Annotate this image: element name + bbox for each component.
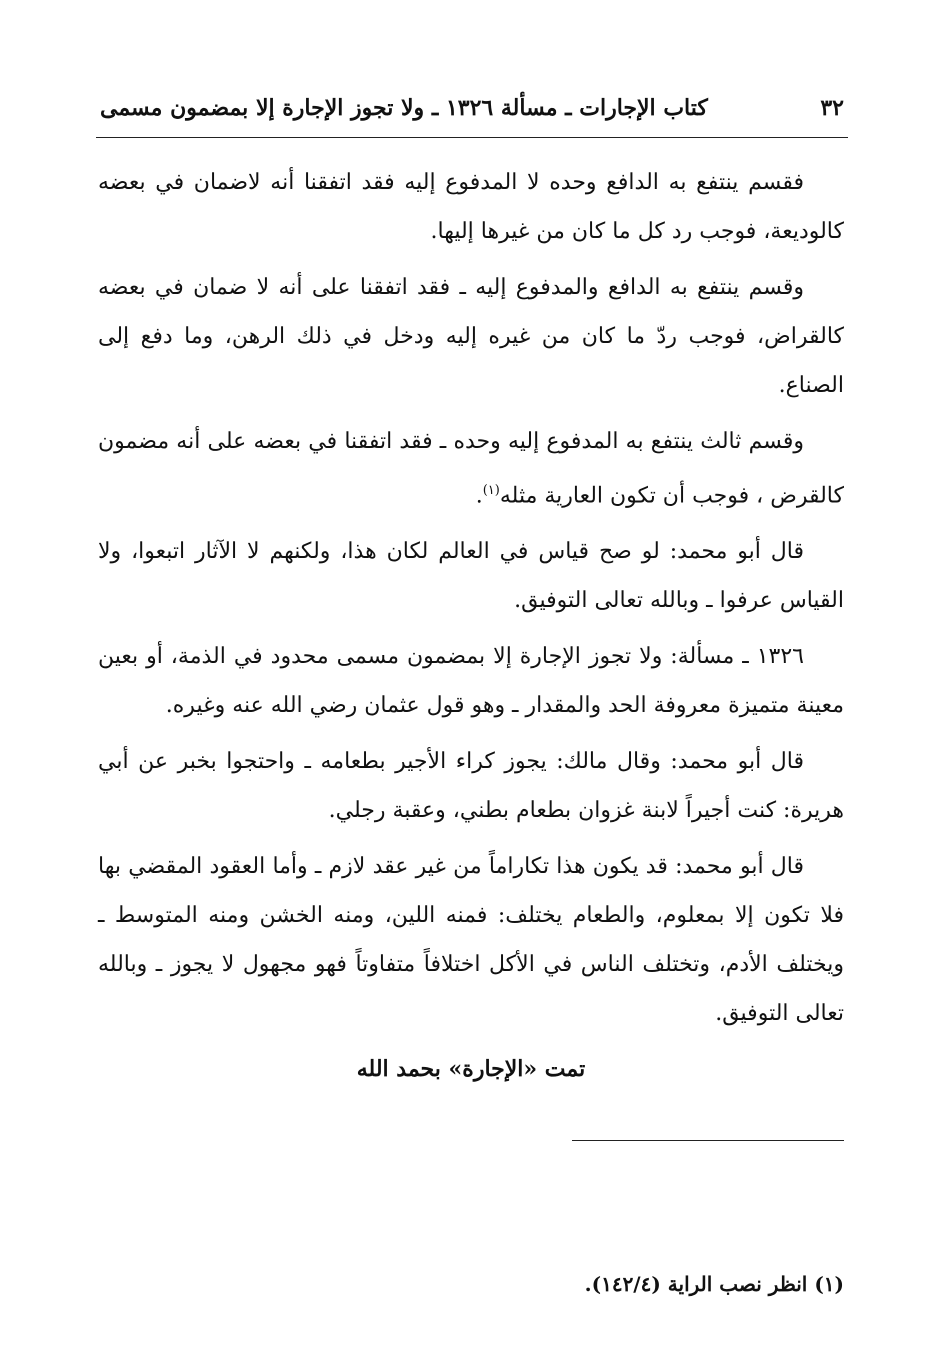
page-number: ٣٢ <box>820 95 844 121</box>
paragraph: قال أبو محمد: لو صح قياس في العالم لكان هذا، ولكنهم لا الآثار اتبعوا، ولا القياس عرفوا ـ وبالله تعالى التوفيق. <box>98 539 844 614</box>
paragraph: قال أبو محمد: وقال مالك: يجوز كراء الأجير بطعامه ـ واحتجوا بخبر عن أبي هريرة: كنت أجيراً لابنة غزوان بطعام بطني، وعقبة رجلي. <box>98 749 844 824</box>
body-text <box>98 158 844 1094</box>
paragraph <box>98 417 844 520</box>
footnote-reference: (١) <box>482 483 500 498</box>
paragraph-end: . <box>475 483 483 509</box>
running-title: كتاب الإجارات ـ مسألة ١٣٢٦ ـ ولا تجوز الإجارة إلا بمضمون مسمى <box>100 95 708 121</box>
footnote-divider <box>572 1140 844 1141</box>
footnote: (١) انظر نصب الراية (١٤٢/٤). <box>584 1272 844 1296</box>
paragraph: قال أبو محمد: قد يكون هذا تكاراماً من غير عقد لازم ـ وأما العقود المقضي بها فلا تكون إلا بمعلوم، والطعام يختلف: فمنه اللين، ومنه الخشن ومنه المتوسط ـ ويختلف الأدم، وتختلف الناس في الأكل اختلافاً متفاوتاً فهو مجهول لا يجوز ـ وبالله تعالى التوفيق. <box>98 854 844 1027</box>
header-divider <box>96 137 848 138</box>
page-header <box>100 88 844 128</box>
paragraph: فقسم ينتفع به الدافع وحده لا المدفوع إليه فقد اتفقنا أنه لاضمان في بعضه كالوديعة، فوجب رد كل ما كان من غيرها إليها. <box>98 170 844 244</box>
paragraph-text: وقسم ثالث ينتفع به المدفوع إليه وحده ـ فقد اتفقنا في بعضه على أنه مضمون كالقرض ، فوجب أن تكون العارية مثله <box>98 429 844 509</box>
issue-paragraph: ١٣٢٦ ـ مسألة: ولا تجوز الإجارة إلا بمضمون مسمى محدود في الذمة، أو بعين معينة متميزة معروفة الحد والمقدار ـ وهو قول عثمان رضي الله عنه وغيره. <box>98 644 844 719</box>
paragraph: وقسم ينتفع به الدافع والمدفوع إليه ـ فقد اتفقنا على أنه لا ضمان في بعضه كالقراض، فوجب ردّ ما كان من غيره إليه ودخل في ذلك الرهن، وما دفع إلى الصناع. <box>98 275 844 398</box>
closing-line: تمت «الإجارة» بحمد الله <box>356 1056 586 1083</box>
